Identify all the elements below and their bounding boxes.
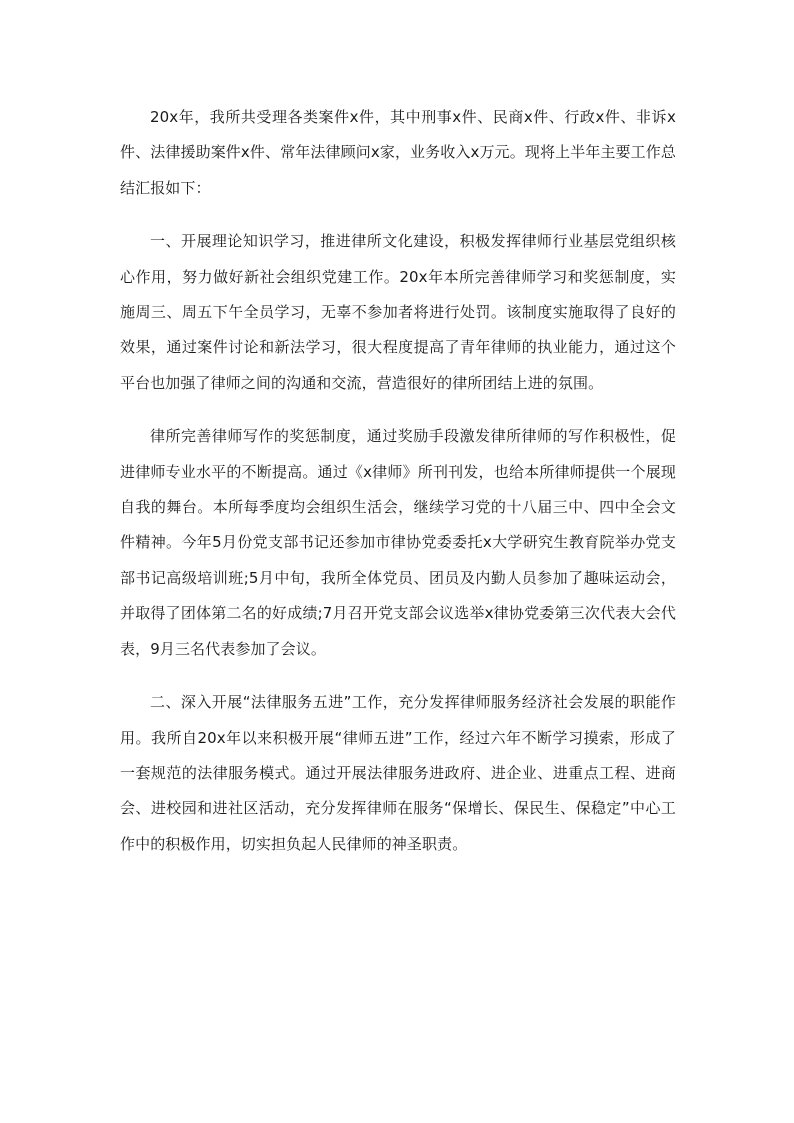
paragraph-section-one: 一、开展理论知识学习，推进律所文化建设，积极发挥律师行业基层党组织核心作用，努力做好新社会组织党建工作。20x年本所完善律师学习和奖惩制度，实施周三、周五下午全员学习，无辜不参加者将进行处罚。该制度实施取得了良好的效果，通过案件讨论和新法学习，很大程度提高了青年律师的执业能力，通过这个平台也加强了律师之间的沟通和交流，营造很好的律所团结上进的氛围。 [120, 232, 676, 392]
document-body [120, 100, 676, 880]
paragraph-section-two: 二、深入开展“法律服务五进”工作，充分发挥律师服务经济社会发展的职能作用。我所自20x年以来积极开展“律师五进”工作，经过六年不断学习摸索，形成了一套规范的法律服务模式。通过开展法律服务进政府、进企业、进重点工程、进商会、进校园和进社区活动，充分发挥律师在服务“保增长、保民生、保稳定”中心工作中的积极作用，切实担负起人民律师的神圣职责。 [120, 693, 676, 853]
paragraph-writing-system: 律所完善律师写作的奖惩制度，通过奖励手段激发律所律师的写作积极性，促进律师专业水平的不断提高。通过《x律师》所刊刊发，也给本所律师提供一个展现自我的舞台。本所每季度均会组织生活会，继续学习党的十八届三中、四中全会文件精神。今年5月份党支部书记还参加市律协党委委托x大学研究生教育院举办党支部书记高级培训班;5月中旬，我所全体党员、团员及内勤人员参加了趣味运动会，并取得了团体第二名的好成绩;7月召开党支部会议选举x律协党委第三次代表大会代表，9月三名代表参加了会议。 [120, 427, 676, 658]
paragraph-summary: 20x年，我所共受理各类案件x件，其中刑事x件、民商x件、行政x件、非诉x件、法律援助案件x件、常年法律顾问x家，业务收入x万元。现将上半年主要工作总结汇报如下： [120, 108, 676, 197]
